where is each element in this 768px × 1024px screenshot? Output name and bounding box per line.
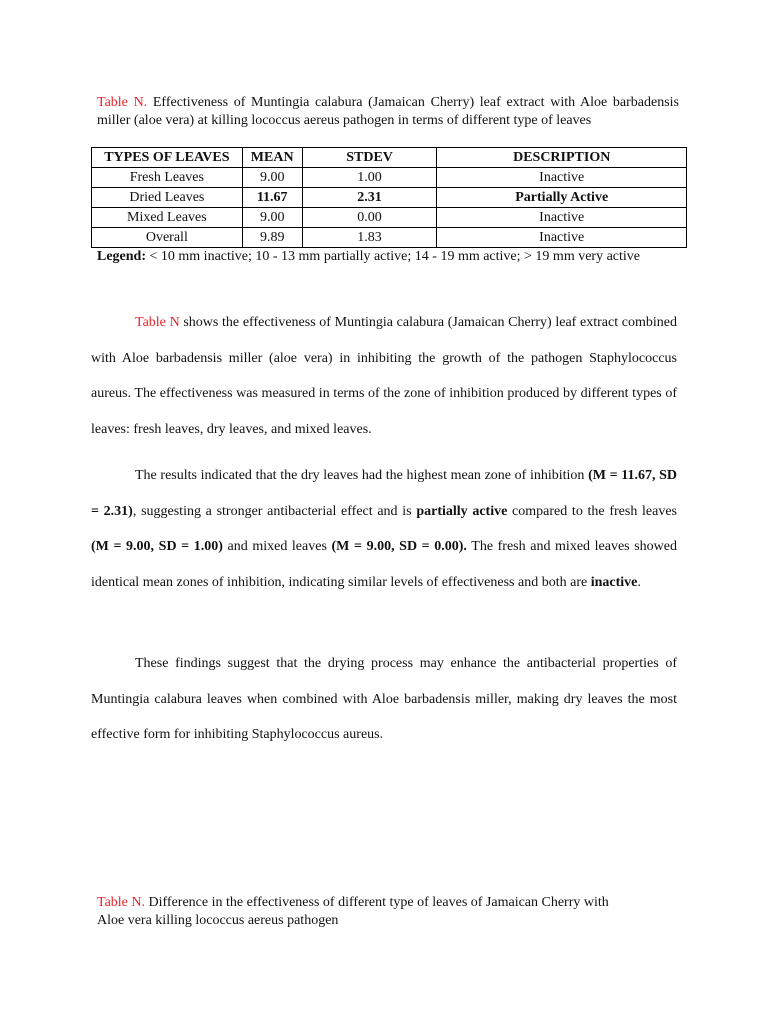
cell-mean: 9.89	[242, 228, 302, 248]
header-stdev: STDEV	[302, 148, 437, 168]
cell-description: Inactive	[437, 208, 687, 228]
cell-stdev: 1.83	[302, 228, 437, 248]
paragraph-3: These findings suggest that the drying process may enhance the antibacterial properties of Muntingia calabura leaves when combined with Aloe barbadensis miller, making dry leaves the most effective form for inhibiting Staphylococcus aureus.	[91, 656, 677, 743]
legend-label: Legend:	[97, 249, 146, 264]
header-types-of-leaves: TYPES OF LEAVES	[92, 148, 243, 168]
fresh-leaves-stats: (M = 9.00, SD = 1.00)	[91, 539, 223, 555]
cell-stdev: 1.00	[302, 168, 437, 188]
paragraph-2-text: , suggesting a stronger antibacterial effect and is	[132, 503, 417, 519]
paragraph-1	[91, 305, 677, 447]
table-row	[92, 208, 687, 228]
table-label: Table N.	[97, 95, 148, 110]
table-row	[92, 188, 687, 208]
table-caption-bottom	[97, 894, 637, 930]
mixed-leaves-stats: (M = 9.00, SD = 0.00).	[331, 539, 467, 555]
table-caption-text: Effectiveness of Muntingia calabura (Jamaican Cherry) leaf extract with Aloe barbadensis miller (aloe vera) at killing lococcus aereus pathogen in terms of different type of leaves	[97, 95, 679, 128]
cell-mean: 9.00	[242, 208, 302, 228]
cell-leaf-type: Overall	[92, 228, 243, 248]
table-caption-top	[97, 94, 679, 129]
paragraph-2-text: .	[637, 574, 641, 590]
paragraph-1-text: shows the effectiveness of Muntingia calabura (Jamaican Cherry) leaf extract combined with Aloe barbadensis miller (aloe vera) in inhibiting the growth of the pathogen Staphylococcus aureus. The effectiveness was measured in terms of the zone of inhibition produced by different types of leaves: fresh leaves, dry leaves, and mixed leaves.	[91, 315, 677, 437]
table-row	[92, 168, 687, 188]
table-row	[92, 228, 687, 248]
table-caption-text: Difference in the effectiveness of different type of leaves of Jamaican Cherry with Aloe vera killing lococcus aereus pathogen	[97, 895, 609, 928]
paragraph-2-text: compared to the fresh leaves	[507, 503, 678, 519]
cell-leaf-type: Mixed Leaves	[92, 208, 243, 228]
table-legend	[97, 248, 657, 266]
cell-leaf-type: Fresh Leaves	[92, 168, 243, 188]
header-description: DESCRIPTION	[437, 148, 687, 168]
cell-description: Inactive	[437, 168, 687, 188]
effectiveness-table	[91, 147, 687, 248]
header-mean: MEAN	[242, 148, 302, 168]
cell-mean: 11.67	[242, 188, 302, 208]
cell-mean: 9.00	[242, 168, 302, 188]
table-reference: Table N	[135, 315, 180, 330]
paragraph-2-text: The fresh and mixed leaves showed identical mean zones of inhibition, indicating similar levels of effectiveness and both are	[91, 539, 677, 590]
cell-description: Partially Active	[437, 188, 687, 208]
table-header-row	[92, 148, 687, 168]
cell-description: Inactive	[437, 228, 687, 248]
cell-leaf-type: Dried Leaves	[92, 188, 243, 208]
inactive-term: inactive	[590, 574, 638, 590]
paragraph-2	[91, 458, 677, 600]
paragraph-2-text: and mixed leaves	[222, 539, 332, 555]
table-label: Table N.	[97, 895, 146, 910]
partially-active-term: partially active	[416, 503, 508, 519]
paragraph-2-text: The results indicated that the dry leaves had the highest mean zone of inhibition	[135, 468, 589, 483]
dry-leaves-stats: (M = 11.67, SD = 2.31)	[91, 468, 678, 519]
cell-stdev: 0.00	[302, 208, 437, 228]
cell-stdev: 2.31	[302, 188, 437, 208]
legend-text: < 10 mm inactive; 10 - 13 mm partially active; 14 - 19 mm active; > 19 mm very active	[146, 249, 640, 264]
